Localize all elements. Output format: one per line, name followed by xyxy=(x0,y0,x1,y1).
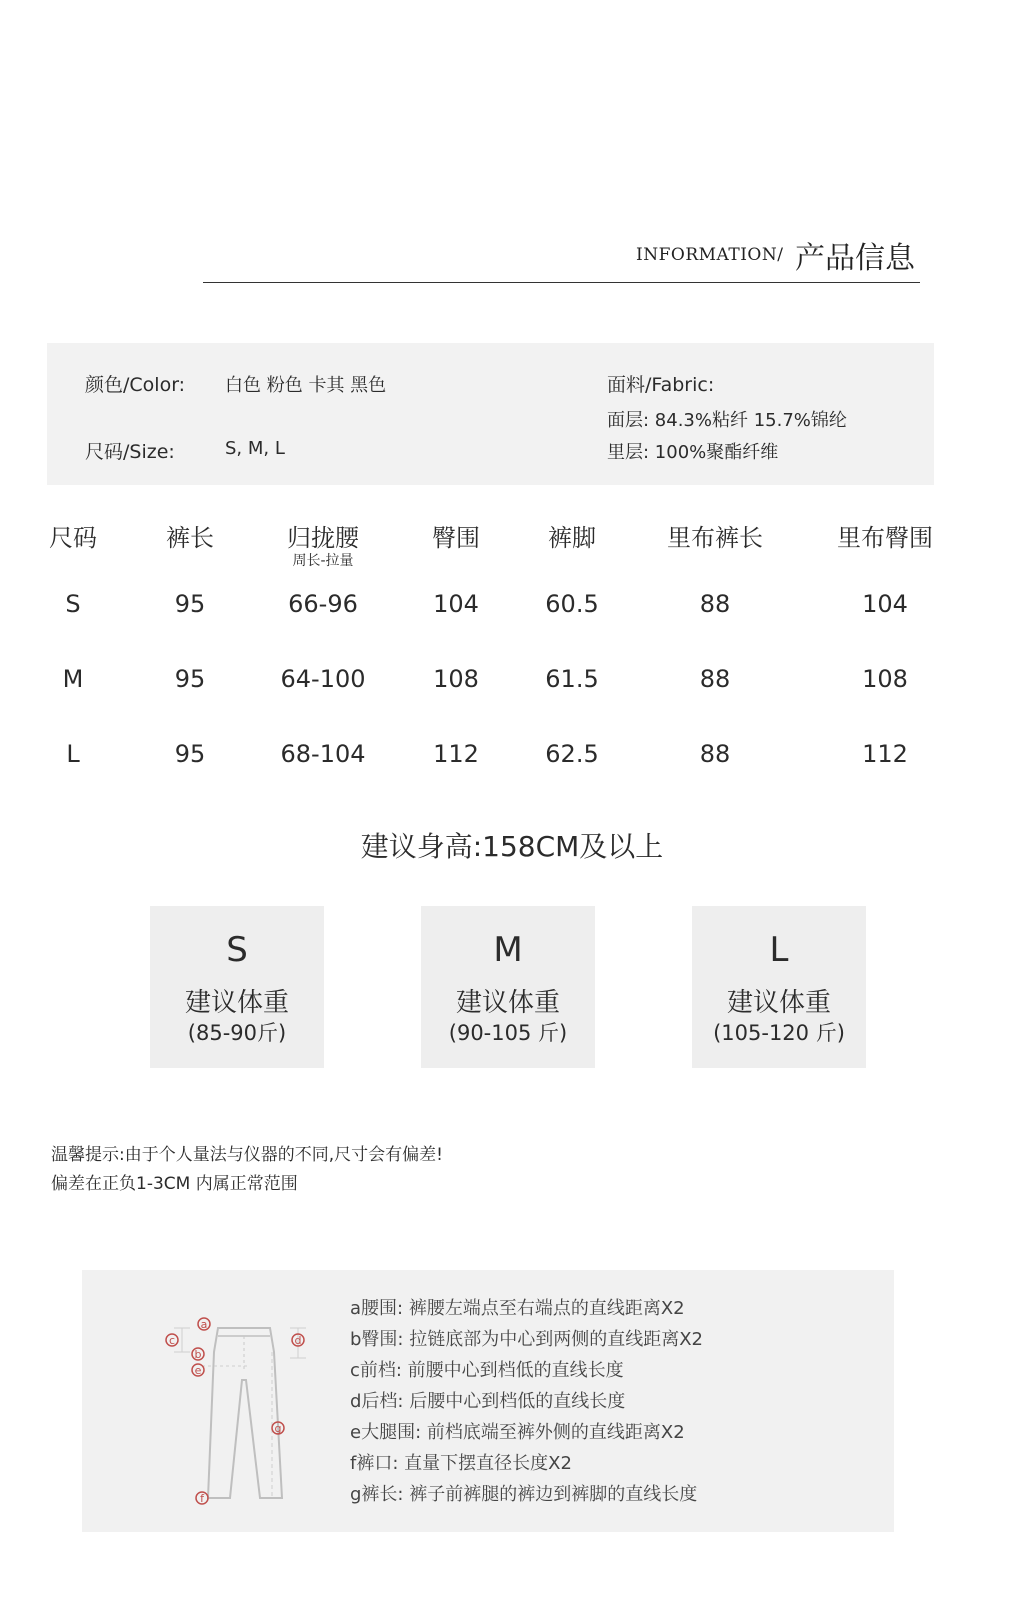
page-header xyxy=(0,225,1024,285)
list-item: f裤口: 直量下摆直径长度X2 xyxy=(350,1453,572,1474)
header-cn: 产品信息 xyxy=(795,241,915,276)
marker-f-label: f xyxy=(200,1492,204,1505)
weight-card-s xyxy=(150,906,324,1068)
card-size: S xyxy=(226,930,248,970)
header-hip: 臀围 xyxy=(432,524,480,552)
cell: 95 xyxy=(174,590,206,618)
card-label: 建议体重 xyxy=(726,988,831,1018)
fabric-label: 面料/Fabric: xyxy=(607,374,715,396)
cell: 95 xyxy=(174,665,206,693)
list-item: c前档: 前腰中心到档低的直线长度 xyxy=(350,1360,624,1381)
cell: 104 xyxy=(433,590,479,618)
header-length: 裤长 xyxy=(166,524,214,552)
weight-card-m xyxy=(421,906,595,1068)
list-item: b臀围: 拉链底部为中心到两侧的直线距离X2 xyxy=(350,1329,703,1350)
tip-line-2: 偏差在正负1-3CM 内属正常范围 xyxy=(51,1174,298,1194)
header-lining-length: 里布裤长 xyxy=(667,524,763,552)
marker-d-label: d xyxy=(294,1334,302,1347)
cell: 108 xyxy=(862,665,908,693)
header-lining-hip: 里布臀围 xyxy=(837,524,933,552)
color-label: 颜色/Color: xyxy=(85,374,186,396)
cell: 108 xyxy=(433,665,479,693)
header-size: 尺码 xyxy=(49,524,97,552)
cell: 112 xyxy=(862,740,908,768)
pants-outline xyxy=(208,1328,282,1498)
size-label: 尺码/Size: xyxy=(85,441,175,463)
cell: 88 xyxy=(699,665,731,693)
marker-c-label: c xyxy=(168,1334,176,1347)
fabric-lining: 里层: 100%聚酯纤维 xyxy=(607,442,779,463)
measurement-list xyxy=(350,1293,703,1510)
header-divider xyxy=(203,282,920,283)
card-range: (85-90斤) xyxy=(187,1021,287,1045)
marker-b-label: b xyxy=(194,1348,202,1361)
card-range: (105-120 斤) xyxy=(713,1021,845,1045)
marker-g-label: g xyxy=(274,1422,282,1435)
cell: S xyxy=(65,590,81,618)
list-item: a腰围: 裤腰左端点至右端点的直线距离X2 xyxy=(350,1298,685,1319)
pants-measurement-icon xyxy=(160,1310,330,1510)
cell: 64-100 xyxy=(280,665,366,693)
list-item: e大腿围: 前档底端至裤外侧的直线距离X2 xyxy=(350,1422,685,1443)
marker-a-label: a xyxy=(200,1318,208,1331)
weight-card-l xyxy=(692,906,866,1068)
card-size: L xyxy=(769,930,789,970)
cell: 62.5 xyxy=(545,740,599,768)
list-item: g裤长: 裤子前裤腿的裤边到裤脚的直线长度 xyxy=(350,1484,698,1505)
cell: 68-104 xyxy=(280,740,366,768)
cell: 61.5 xyxy=(545,665,599,693)
card-range: (90-105 斤) xyxy=(448,1021,568,1045)
marker-e-label: e xyxy=(194,1364,202,1377)
fabric-outer: 面层: 84.3%粘纤 15.7%锦纶 xyxy=(607,410,847,431)
tip-line-1: 温馨提示:由于个人量法与仪器的不同,尺寸会有偏差! xyxy=(51,1145,443,1165)
cell: 112 xyxy=(433,740,479,768)
cell: 104 xyxy=(862,590,908,618)
cell: 60.5 xyxy=(545,590,599,618)
height-recommendation: 建议身高:158CM及以上 xyxy=(360,830,664,863)
waist-subheader: 周长-拉量 xyxy=(292,553,354,569)
header-waist: 归拢腰 xyxy=(287,524,359,552)
card-label: 建议体重 xyxy=(455,988,560,1018)
cell: M xyxy=(62,665,84,693)
cell: 88 xyxy=(699,590,731,618)
card-size: M xyxy=(493,930,523,970)
cell: 88 xyxy=(699,740,731,768)
cell: 66-96 xyxy=(288,590,358,618)
card-label: 建议体重 xyxy=(184,988,289,1018)
product-info-box xyxy=(47,343,934,485)
color-values: 白色 粉色 卡其 黑色 xyxy=(225,375,387,396)
cell: 95 xyxy=(174,740,206,768)
size-values: S, M, L xyxy=(225,438,285,459)
cell: L xyxy=(66,740,80,768)
list-item: d后档: 后腰中心到档低的直线长度 xyxy=(350,1391,626,1412)
header-en: INFORMATION/ xyxy=(636,245,784,265)
header-hem: 裤脚 xyxy=(548,524,596,552)
